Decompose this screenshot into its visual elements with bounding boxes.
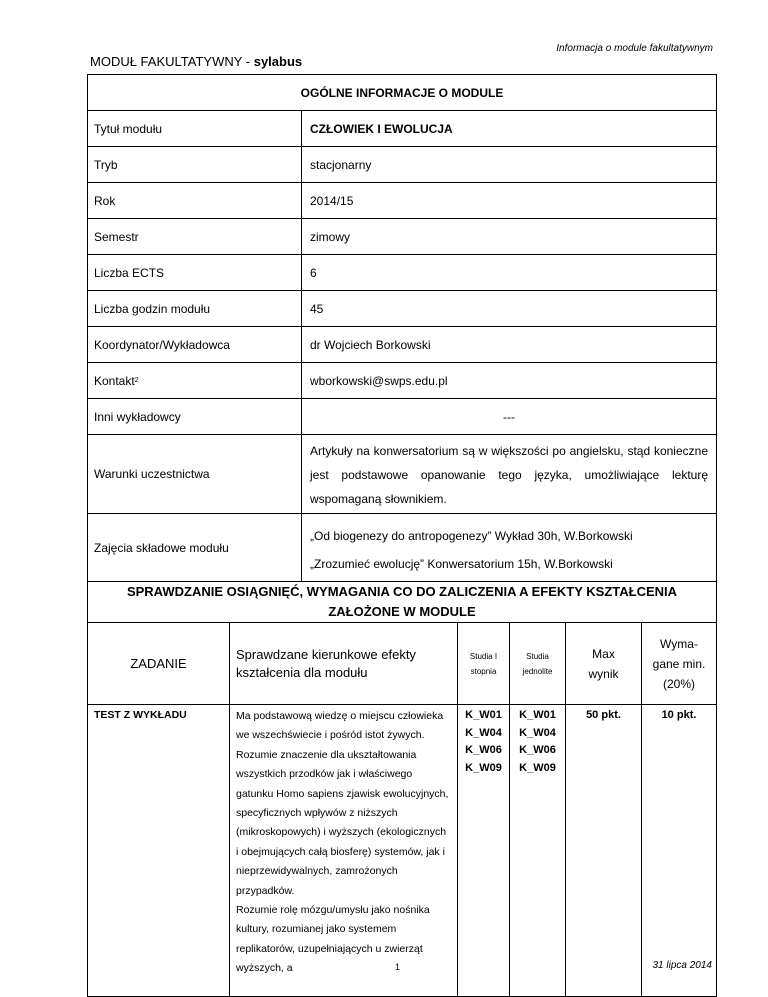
header-max: Max wynik [566,623,642,704]
info-value: dr Wojciech Borkowski [310,337,431,352]
info-label [88,363,302,398]
efekty-text-2: Rozumie rolę mózgu/umysłu jako nośnika kultury, rozumianej jako systemem replikatorów, uzupełniających u zwierząt wyższych, a [236,904,430,975]
zajecia-row [88,514,716,582]
info-value: 45 [310,301,324,316]
warunki-label: Warunki uczestnictwa [88,435,302,513]
info-label: Tytuł modułu [88,111,302,146]
header-studia-jednolite: Studia jednolite [510,623,566,704]
info-row [88,363,716,399]
studia-jednolite-codes [510,705,566,996]
doc-title-main: MODUŁ FAKULTATYWNY - [90,54,254,69]
code: K_W01 [519,709,556,721]
info-row [88,183,716,219]
header-efekty: Sprawdzane kierunkowe efekty kształcenia dla modułu [230,623,458,704]
info-row [88,399,716,435]
warunki-value: Artykuły na konwersatorium są w większości po angielsku, stąd konieczne jest podstawowe opanowanie tego języka, umożliwiające lekturę wspomaganą słownikiem. [310,444,708,506]
info-label: Liczba ECTS [88,255,302,290]
header-wymagane: Wyma-gane min. (20%) [652,636,706,691]
info-value: 2014/15 [310,193,354,208]
info-row [88,219,716,255]
info-label: Liczba godzin modułu [88,291,302,326]
grid-data-row [88,705,716,996]
info-label: Rok [88,183,302,218]
info-value: CZŁOWIEK I EWOLUCJA [310,121,453,136]
info-label: Semestr [88,219,302,254]
efekty-text: Ma podstawową wiedzę o miejscu człowieka we wszechświecie i pośród istot żywych. Rozumie znaczenie dla ukształtowania wszystkich przodków jak i właściwego gatunku Homo sapiens zjawisk ewolucyjnych, specyficznych wpływów z niższych (mikroskopowych) i wyższych (ekologicznych i obejmujących całą biosferę) systemów, jak i nieprzewidywalnych, zamrożonych przypadków. [236,710,449,897]
info-row [88,291,716,327]
section2-title [88,582,716,623]
zajecia-label: Zajęcia składowe modułu [88,514,302,581]
info-value: --- [503,409,515,424]
code: K_W09 [465,761,502,774]
section2-title-line2: ZAŁOŻONE W MODULE [328,604,476,619]
studia1-codes [458,705,510,996]
footer-date: 31 lipca 2014 [652,960,712,971]
max-cell: 50 pkt. [566,705,642,996]
info-value: stacjonarny [310,157,372,172]
info-row [88,147,716,183]
info-row [88,111,716,147]
contact-footnote-ref: 2 [134,377,139,384]
syllabus-table [87,74,717,997]
doc-title-bold: sylabus [253,54,303,69]
section2-title-line1: SPRAWDZANIE OSIĄGNIĘĆ, WYMAGANIA CO DO ZALICZENIA A EFEKTY KSZTAŁCENIA [126,584,678,599]
info-row [88,255,716,291]
warunki-row [88,435,716,514]
info-label: Tryb [88,147,302,182]
code: K_W06 [519,744,556,756]
zadanie-cell: TEST Z WYKŁADU [88,705,230,996]
code: K_W04 [465,726,502,739]
zajecia-item: „Zrozumieć ewolucję” Konwersatorium 15h, W.Borkowski [310,557,613,571]
contact-label: Kontakt [94,373,135,388]
header-zadanie: ZADANIE [88,623,230,704]
info-value: 6 [310,265,317,280]
efekty-cell [230,705,458,996]
section1-title: OGÓLNE INFORMACJE O MODULE [88,75,716,111]
code: K_W01 [465,709,502,721]
contact-email: wborkowski@swps.edu.pl [310,373,448,388]
info-row [88,327,716,363]
doc-title [90,54,302,69]
zajecia-item: „Od biogenezy do antropogenezy” Wykład 30h, W.Borkowski [310,529,633,543]
code: K_W06 [465,744,502,756]
zajecia-items [302,514,716,581]
page-number: 1 [395,962,401,972]
header-studia1: Studia I stopnia [458,623,510,704]
code: K_W04 [519,726,556,739]
code: K_W09 [519,761,556,774]
info-label: Inni wykładowcy [88,399,302,434]
min-cell: 10 pkt. [661,709,697,721]
info-value: zimowy [310,229,351,244]
info-label: Koordynator/Wykładowca [88,327,302,362]
header-right: Informacja o module fakultatywnym [556,43,713,54]
grid-header-row [88,623,716,705]
